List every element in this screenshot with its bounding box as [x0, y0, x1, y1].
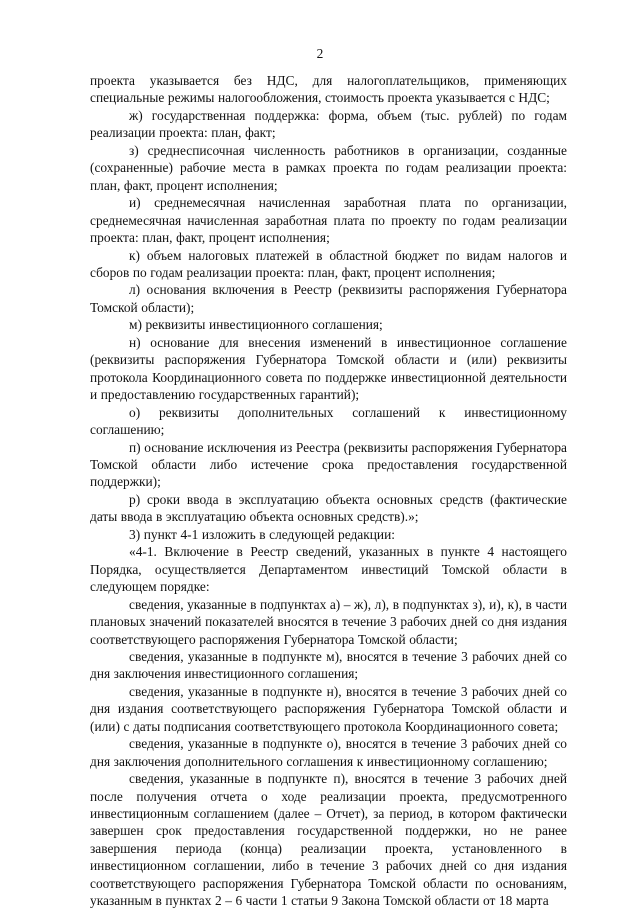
document-body: [90, 72, 567, 910]
paragraph: о) реквизиты дополнительных соглашений к инвестиционному соглашению;: [90, 404, 567, 438]
paragraph: ж) государственная поддержка: форма, объем (тыс. рублей) по годам реализации проекта: план, факт;: [90, 107, 567, 141]
paragraph: и) среднемесячная начисленная заработная плата по организации, среднемесячная начисленная заработная плата по проекту по годам реализации проекта: план, факт, процент исполнения;: [90, 195, 567, 246]
paragraph: п) основание исключения из Реестра (реквизиты распоряжения Губернатора Томской области либо истечение срока предоставления государственной поддержки);: [90, 439, 567, 490]
page-number: 2: [316, 46, 324, 61]
paragraph: сведения, указанные в подпункте о), вносятся в течение 3 рабочих дней со дня заключения дополнительного соглашения к инвестиционному соглашению;: [90, 736, 567, 769]
paragraph: «4-1. Включение в Реестр сведений, указанных в пункте 4 настоящего Порядка, осуществляется Департаментом инвестиций Томской области в следующем порядке:: [90, 544, 567, 595]
paragraph: 3) пункт 4-1 изложить в следующей редакции:: [129, 526, 395, 542]
paragraph: р) сроки ввода в эксплуатацию объекта основных средств (фактические даты ввода в эксплуатацию объекта основных средств).»;: [90, 491, 567, 525]
paragraph: сведения, указанные в подпункте м), вносятся в течение 3 рабочих дней со дня заключения инвестиционного соглашения;: [90, 648, 567, 682]
paragraph: л) основания включения в Реестр (реквизиты распоряжения Губернатора Томской области);: [90, 282, 567, 315]
paragraph: м) реквизиты инвестиционного соглашения;: [129, 317, 383, 333]
paragraph: проекта указывается без НДС, для налогоплательщиков, применяющих специальные режимы налогообложения, стоимость проекта указывается с НДС;: [90, 73, 567, 106]
paragraph: сведения, указанные в подпункте п), вносятся в течение 3 рабочих дней после получения отчета о ходе реализации проекта, предусмотренного инвестиционным соглашением (далее – Отчет), за период, в котором фактически завершен срок предоставления государственной поддержки, но не ранее завершения периода (конца) реализации проекта, установленного в инвестиционном соглашении, либо в течение 3 рабочих дней со дня издания соответствующего распоряжения Губернатора Томской области по основаниям, указанным в пунктах 2 – 6 части 1 статьи 9 Закона Томской области от 18 марта: [90, 771, 567, 909]
paragraph: сведения, указанные в подпункте н), вносятся в течение 3 рабочих дней со дня издания соответствующего распоряжения Губернатора Томской области и (или) с даты подписания соответствующего протокола Координационного совета;: [90, 683, 567, 734]
paragraph: н) основание для внесения изменений в инвестиционное соглашение (реквизиты распоряжения Губернатора Томской области и (или) реквизиты протокола Координационного совета по поддержке инвестиционной деятельности и предоставлению государственных гарантий);: [90, 334, 567, 403]
paragraph: к) объем налоговых платежей в областной бюджет по видам налогов и сборов по годам реализации проекта: план, факт, процент исполнения;: [90, 247, 567, 280]
paragraph: сведения, указанные в подпунктах а) – ж), л), в подпунктах з), и), к), в части плановых значений показателей вносятся в течение 3 рабочих дней со дня издания соответствующего распоряжения Губернатора Томской области;: [90, 596, 567, 647]
paragraph: з) среднесписочная численность работников в организации, созданные (сохраненные) рабочие места в рамках проекта по годам реализации проекта: план, факт, процент исполнения;: [90, 142, 567, 193]
